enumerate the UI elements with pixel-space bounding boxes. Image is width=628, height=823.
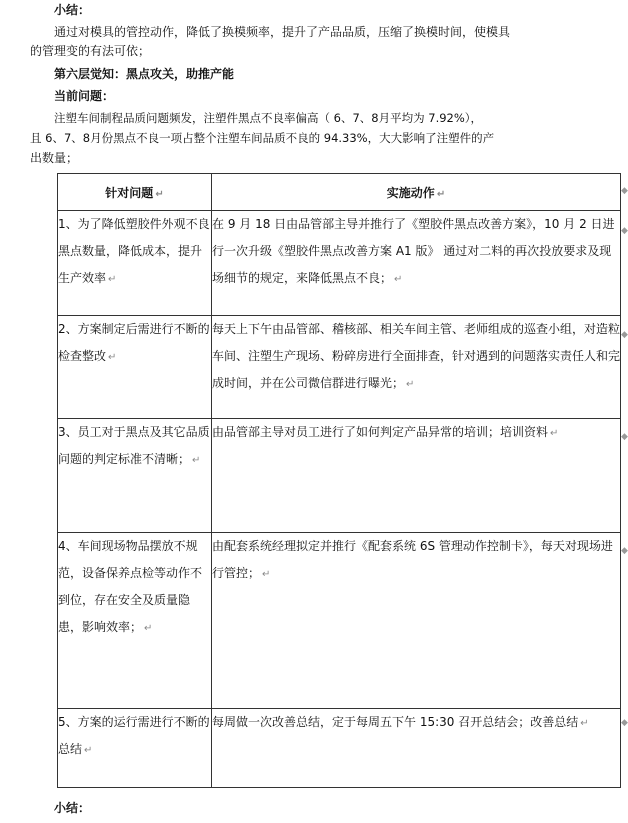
summary-heading: 小结： [54,3,91,17]
row-end-mark: ◆ [621,546,628,556]
action-cell: 每天上下午由品管部、稽核部、相关车间主管、老师组成的巡查小组，对造粒车间、注塑生产现场、粉碎房进行全面排查，针对遇到的问题落实责任人和完成时间，并在公司微信群进行曝光； ↵ [212,316,621,419]
problem-cell: 4、车间现场物品摆放不规范，设备保养点检等动作不到位，存在安全及质量隐患，影响效率； ↵ [58,533,212,709]
problem-heading: 当前问题： [54,89,115,103]
table-row [58,533,621,709]
header-problem: 针对问题 ↵ [58,174,212,211]
row-end-mark: ◆ [621,330,628,340]
problem-cell: 2、方案制定后需进行不断的检查整改 ↵ [58,316,212,419]
section-title: 第六层觉知：黑点攻关，助推产能 [54,67,235,81]
measures-table [57,173,621,788]
problem-line-2: 且 6、7、8月份黑点不良一项占整个注塑车间品质不良的 94.33%，大大影响了注塑件的产 [30,131,495,145]
action-cell: 在 9 月 18 日由品管部主导并推行了《塑胶件黑点改善方案》，10 月 2 日进行一次升级《塑胶件黑点改善方案 A1 版》 通过对二料的再次投放要求及现场细节的规定，来降低黑点不良； ↵ [212,211,621,316]
table-row [58,419,621,533]
problem-cell: 3、员工对于黑点及其它品质问题的判定标准不清晰； ↵ [58,419,212,533]
table-row [58,709,621,788]
action-cell: 由配套系统经理拟定并推行《配套系统 6S 管理动作控制卡》，每天对现场进行管控； ↵ [212,533,621,709]
row-end-mark: ◆ [621,226,628,236]
row-end-mark: ◆ [621,718,628,728]
problem-cell: 5、方案的运行需进行不断的总结 ↵ [58,709,212,788]
summary-line-2: 的管理变的有法可依； [30,44,151,58]
action-cell: 每周做一次改善总结，定于每周五下午 15:30 召开总结会；改善总结 ↵ [212,709,621,788]
summary-line-1: 通过对模具的管控动作，降低了换模频率，提升了产品品质，压缩了换模时间，使模具 [54,25,511,39]
table-row [58,211,621,316]
problem-cell: 1、为了降低塑胶件外观不良黑点数量，降低成本，提升生产效率 ↵ [58,211,212,316]
action-cell: 由品管部主导对员工进行了如何判定产品异常的培训；培训资料 ↵ [212,419,621,533]
summary-bottom-heading: 小结： [54,801,91,815]
row-end-mark: ◆ [621,186,628,196]
row-end-mark: ◆ [621,432,628,442]
problem-line-1: 注塑车间制程品质问题频发，注塑件黑点不良率偏高（ 6、7、8月平均为 7.92%）， [54,111,483,125]
problem-line-3: 出数量； [30,151,79,165]
header-action: 实施动作 ↵ [212,174,621,211]
table-header-row [58,174,621,211]
table-row [58,316,621,419]
